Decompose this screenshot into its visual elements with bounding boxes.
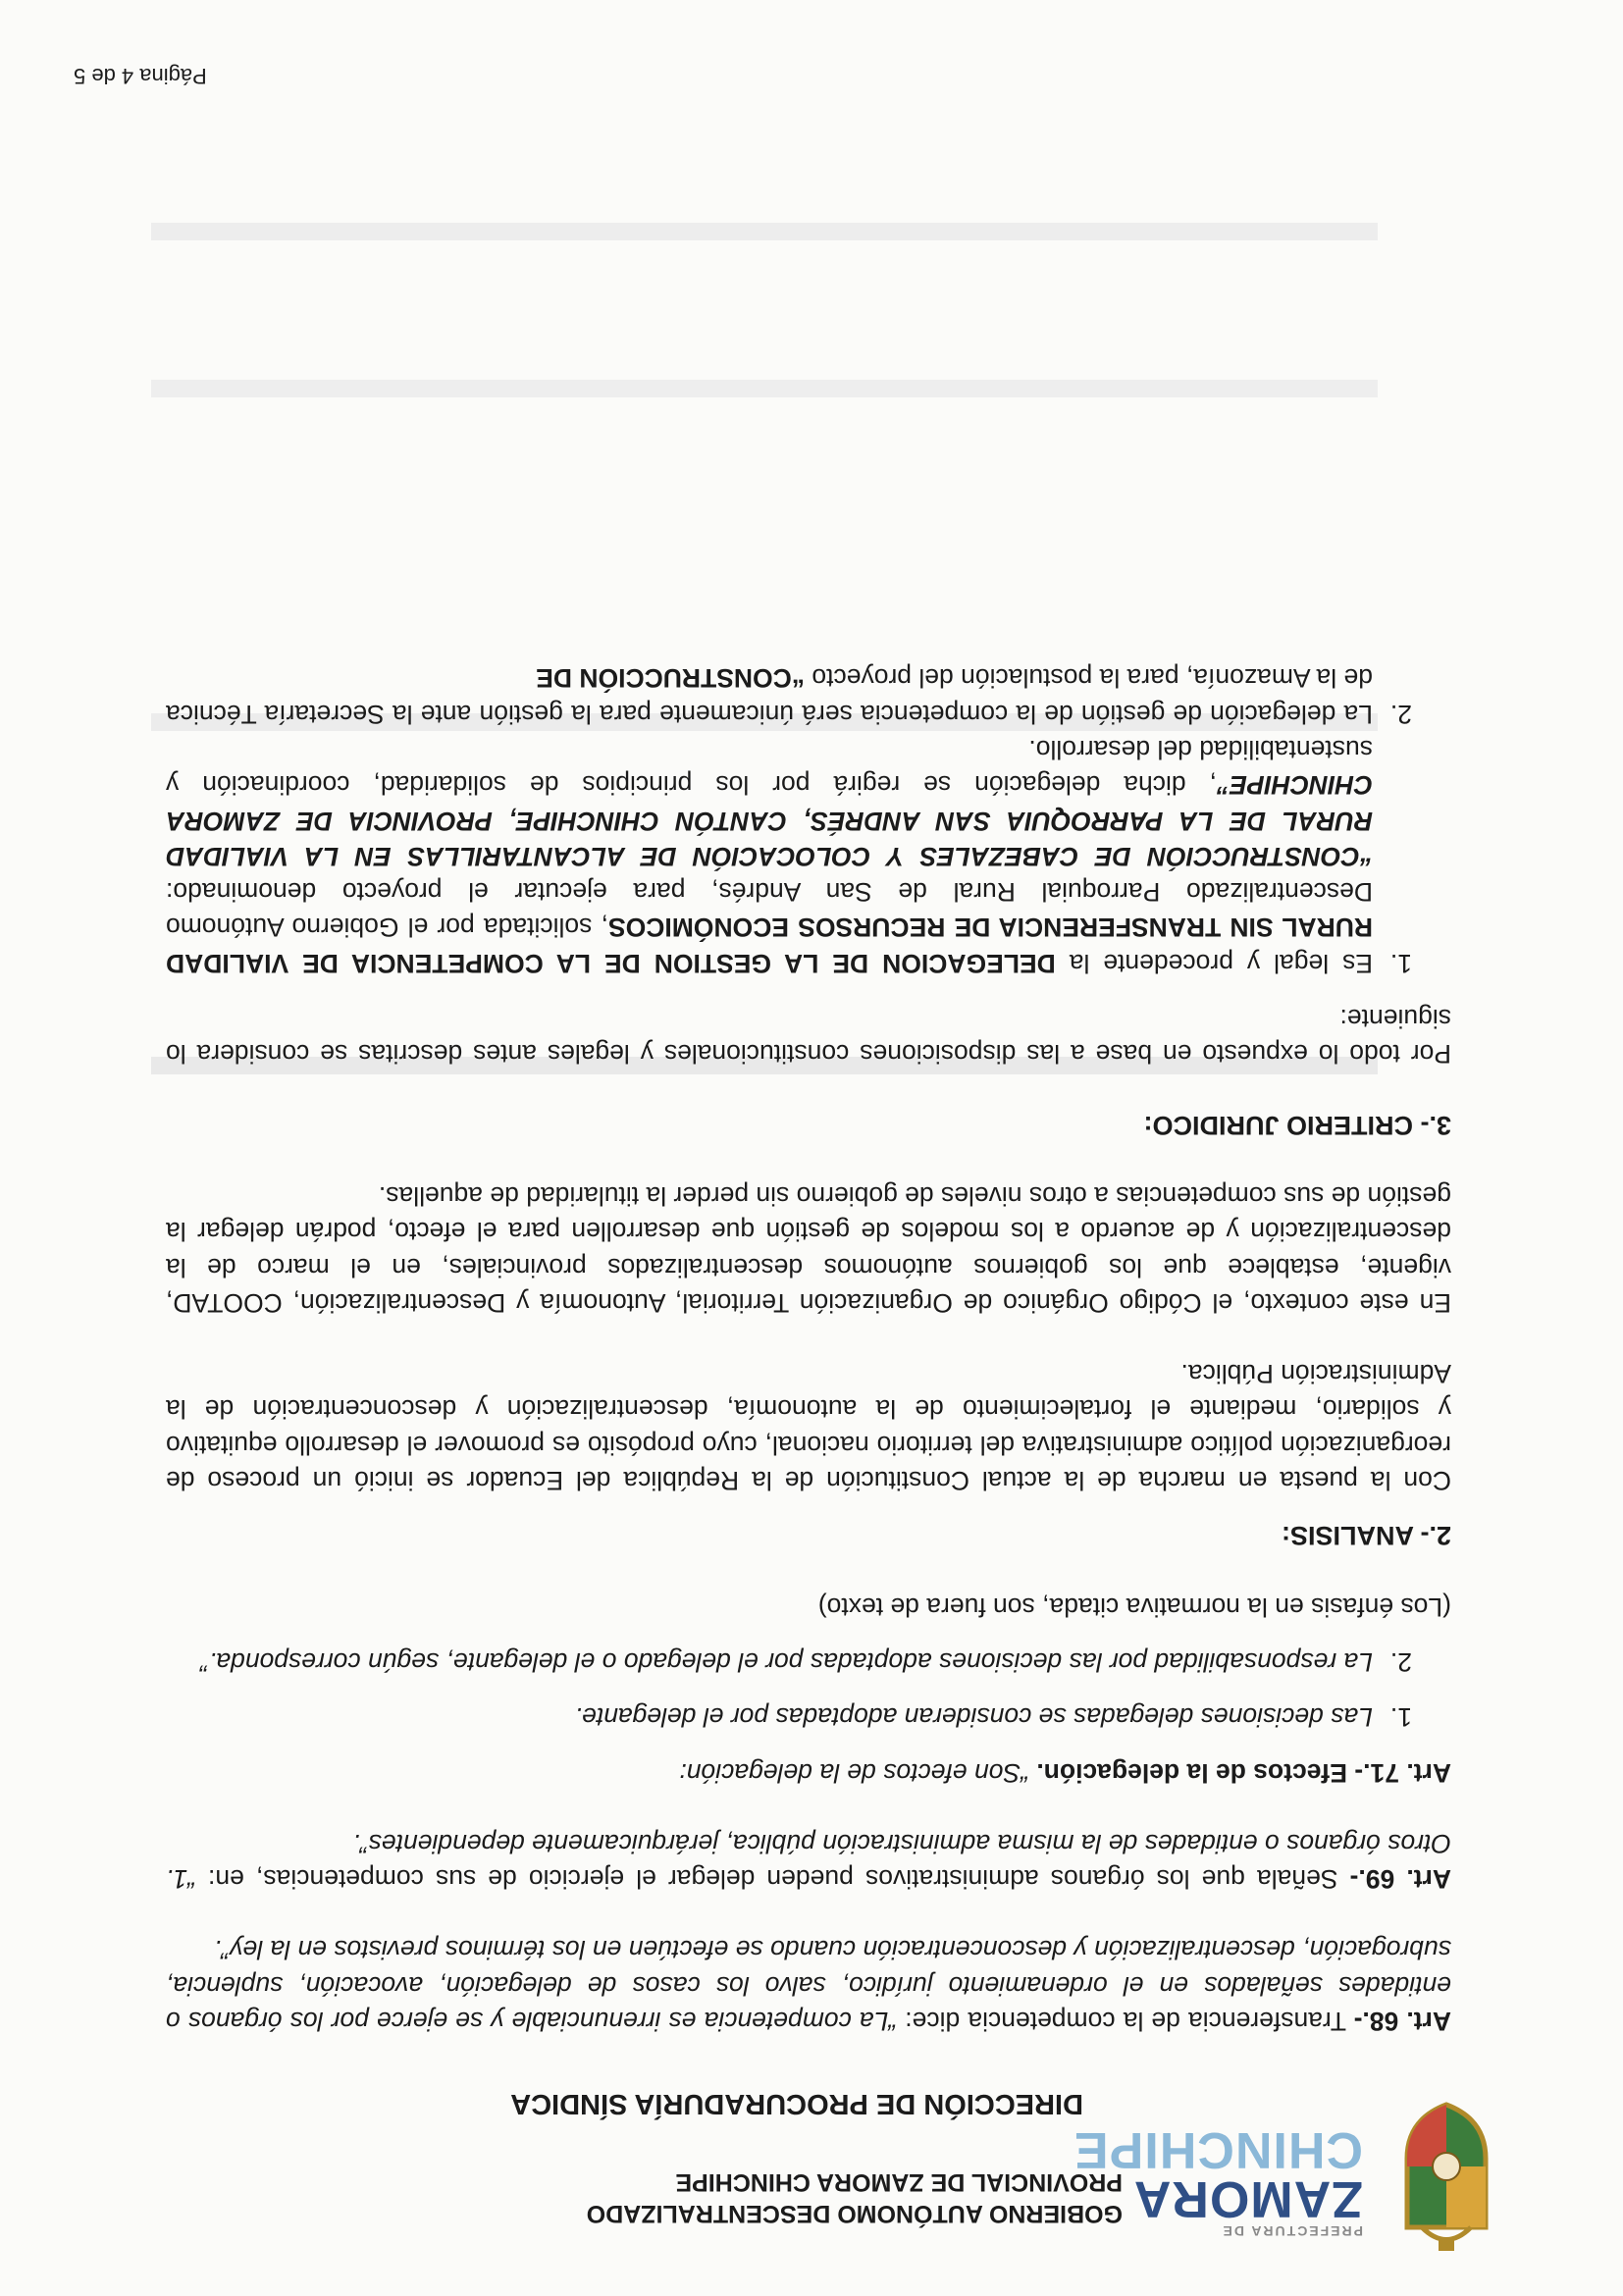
criterio-item-2-a: La delegación de gestión de la competencia será únicamente para la gestión ante la Secretaría Técnica de la Amazonía, para la postulación del proyecto bbox=[166, 663, 1373, 729]
criterio-item-1-number: 1. bbox=[1389, 948, 1412, 978]
art71-item-2 bbox=[166, 1644, 1451, 1680]
bleed-through-band bbox=[151, 223, 1378, 240]
art69-label: Art. 69.- bbox=[1349, 1864, 1451, 1895]
art68-paragraph bbox=[166, 1932, 1451, 2039]
art71-item-1-number: 1. bbox=[1389, 1702, 1412, 1733]
art71-item-2-number: 2. bbox=[1389, 1646, 1412, 1677]
art69-paragraph bbox=[166, 1826, 1451, 1898]
art71-quote: “Son efectos de la delegación: bbox=[679, 1757, 1037, 1788]
letterhead bbox=[63, 2080, 1564, 2267]
art71-label: Art. 71.- Efectos de la delegación. bbox=[1036, 1757, 1451, 1788]
emphasis-note: (Los énfasis en la normativa citada, son fuera de texto) bbox=[817, 1592, 1451, 1622]
logo-prefectura-text: PREFECTURA DE bbox=[1221, 2223, 1363, 2239]
criterio-item-1-c: , solicitada por el Gobierno Autónomo Descentralizado Parroquial Rural de San Andrés, para ejecutar el proyecto denominado: bbox=[166, 877, 1373, 943]
criterio-intro: Por todo lo expuesto en base a las disposiciones constitucionales y legales antes descritas se considera lo siguiente: bbox=[166, 1004, 1451, 1070]
provincial-coat-of-arms-icon bbox=[1387, 2100, 1505, 2257]
art69-quote: “1. Otros órganos o entidades de la misma administración pública, jerárquicamente dependientes”. bbox=[166, 1828, 1451, 1895]
analisis-paragraph-1: Con la puesta en marcha de la actual Constitución de la República del Ecuador se inició un proceso de reorganización político administrativa del territorio nacional, cuyo propósito es promover el desarrollo equitativo y solidario, mediante el fortalecimiento de la autonomía, descentralización y desconcentración de la Administración Pública. bbox=[166, 1359, 1451, 1496]
prefectura-logo bbox=[1073, 2121, 1363, 2239]
government-title-line1: GOBIERNO AUTÓNOMO DESCENTRALIZADO bbox=[586, 2200, 1123, 2227]
art71-item-2-text: La responsabilidad por las decisiones adoptadas por el delegado o el delegante, según corresponda.” bbox=[200, 1646, 1373, 1677]
art68-intro: Transferencia de la competencia dice: bbox=[897, 2007, 1354, 2036]
art68-label: Art. 68.- bbox=[1353, 2007, 1451, 2036]
bleed-through-band bbox=[151, 380, 1378, 397]
art71-item-1-text: Las decisiones delegadas se consideran adoptadas por el delegante. bbox=[574, 1702, 1373, 1733]
criterio-item-2 bbox=[166, 660, 1451, 732]
art71-item-1 bbox=[166, 1699, 1451, 1735]
logo-chinchipe-text: CHINCHIPE bbox=[1073, 2121, 1363, 2178]
government-title-line2: PROVINCIAL DE ZAMORA CHINCHIPE bbox=[675, 2168, 1123, 2196]
criterio-item-1-b: DELEGACION DE LA GESTION DE LA COMPETENCIA DE VIALIDAD RURAL SIN TRANSFERENCIA DE RECURSOS ECONÓMICOS bbox=[166, 913, 1373, 978]
analisis-heading: 2.- ANALISIS: bbox=[1281, 1521, 1451, 1551]
government-title bbox=[485, 2166, 1123, 2229]
page-number: Página 4 de 5 bbox=[74, 64, 207, 88]
department-title: DIRECCIÓN DE PROCURADURÍA SÍNDICA bbox=[510, 2088, 1083, 2119]
art68-quote: “La competencia es irrenunciable y se ejerce por los órganos o entidades señalados en el ordenamiento jurídico, salvo los casos de delegación, avocación, suplencia, subrogación, descentralización y desconcentración cuando se efectúen en los términos previstos en la ley”. bbox=[166, 1935, 1451, 2036]
criterio-item-1-a: Es legal y procedente la bbox=[1055, 948, 1373, 978]
art69-intro: Señala que los órganos administrativos pueden delegar el ejercicio de sus competencias, en: bbox=[195, 1864, 1350, 1895]
criterio-item-1-d: “CONSTRUCCIÓN DE CABEZALES Y COLOCACIÓN DE ALCANTARILLAS EN LA VIALIDAD RURAL DE LA PARROQUIA SAN ANDRÉS, CANTÓN CHINCHIPE, PROVINCIA DE ZAMORA CHINCHIPE” bbox=[166, 770, 1373, 871]
document-body bbox=[166, 660, 1451, 2039]
criterio-item-1-e: , dicha delegación se regirá por los principios de solidaridad, coordinación y sustentabilidad del desarrollo. bbox=[166, 734, 1373, 801]
criterio-item-2-number: 2. bbox=[1389, 699, 1412, 729]
criterio-item-2-b: “CONSTRUCCIÓN DE bbox=[536, 663, 806, 694]
logo-zamora-text: ZAMORA bbox=[1132, 2170, 1363, 2227]
criterio-item-1 bbox=[166, 732, 1451, 981]
art71-paragraph bbox=[166, 1754, 1451, 1790]
criterio-heading: 3.- CRITERIO JURIDICO: bbox=[1143, 1110, 1451, 1140]
analisis-paragraph-2: En este contexto, el Código Orgánico de Organización Territorial, Autonomía y Descentralización, COOTAD, vigente, establece que los gobiernos autónomos descentralizados provinciales, en el marco de la descentralización y de acuerdo a los modelos de gestión que desarrollen para el efecto, podrán delegar la gestión de sus competencias a otros niveles de gobierno sin perder la titularidad de aquellas. bbox=[166, 1180, 1451, 1318]
